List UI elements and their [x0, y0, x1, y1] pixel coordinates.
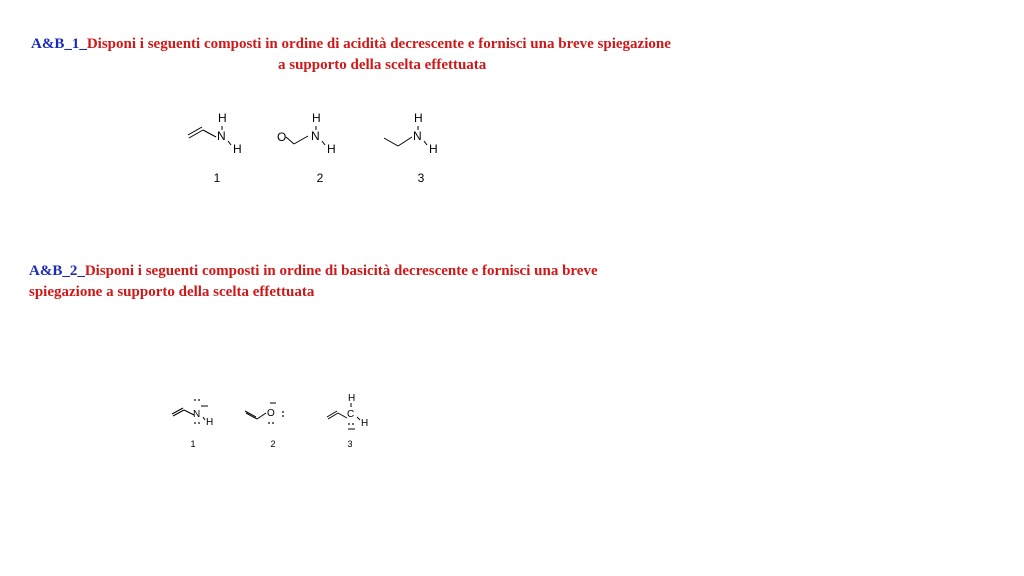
q1-compound-2-number: 2: [316, 171, 324, 185]
bond: [189, 130, 203, 138]
atom-n: N: [193, 409, 201, 420]
atom-c: C: [347, 409, 355, 420]
bond: [384, 138, 398, 146]
atom-n: N: [311, 129, 320, 143]
atom-h-top: H: [312, 111, 321, 125]
question-2-text-line2: spiegazione a supporto della scelta effettuata: [29, 284, 315, 300]
atom-h-right: H: [327, 142, 336, 156]
lone-pair-dot: [272, 422, 274, 424]
lone-pair-dot: [352, 423, 354, 425]
atom-h-right: H: [206, 417, 214, 428]
q1-molecule-2: [275, 108, 345, 158]
q1-molecule-1: [185, 108, 255, 158]
bond: [424, 141, 427, 145]
atom-h-right: H: [233, 142, 242, 156]
q2-compound-2-number: 2: [270, 439, 276, 449]
q1-compound-1-number: 1: [213, 171, 221, 185]
bond: [322, 141, 325, 145]
bond: [203, 130, 216, 137]
lone-pair-dot: [282, 415, 284, 417]
lone-pair-dot: [348, 423, 350, 425]
q2-compound-3-number: 3: [347, 439, 353, 449]
atom-n: N: [413, 129, 422, 143]
atom-h-right: H: [429, 142, 438, 156]
bond: [294, 136, 308, 144]
bond: [257, 413, 266, 419]
bond: [188, 127, 202, 135]
question-1-tag: A&B_1_: [31, 36, 87, 52]
atom-o: O: [277, 130, 287, 144]
q2-molecule-1: [170, 395, 220, 431]
bond: [398, 137, 412, 146]
question-2-text-line1: Disponi i seguenti composti in ordine di basicità decrescente e fornisci una breve: [84, 263, 598, 279]
lone-pair-dot: [268, 422, 270, 424]
q1-compound-3-number: 3: [417, 171, 425, 185]
atom-n: N: [217, 129, 226, 143]
q2-molecule-3: [325, 391, 380, 431]
question-1-text-line1: Disponi i seguenti composti in ordine di acidità decrescente e fornisci una breve spiegazione: [86, 36, 671, 52]
bond: [228, 141, 231, 145]
bond: [286, 137, 294, 144]
lone-pair-dot: [194, 399, 196, 401]
question-1-title: [31, 34, 671, 55]
question-2-tag: A&B_2_: [29, 263, 85, 279]
lone-pair-dot: [198, 422, 200, 424]
question-2-title: [29, 261, 729, 303]
q1-molecule-3: [382, 108, 452, 158]
atom-h-right: H: [361, 418, 369, 429]
q2-compound-1-number: 1: [190, 439, 196, 449]
bond: [246, 413, 257, 419]
question-1-text-line2: a supporto della scelta effettuata: [278, 57, 487, 73]
atom-h-top: H: [218, 111, 227, 125]
lone-pair-dot: [194, 422, 196, 424]
atom-h-top: H: [414, 111, 423, 125]
lone-pair-dot: [282, 411, 284, 413]
atom-o: O: [267, 408, 275, 419]
bond: [203, 417, 205, 420]
atom-h-top: H: [348, 393, 356, 404]
lone-pair-dot: [198, 399, 200, 401]
bond: [357, 417, 360, 420]
q2-molecule-2: [243, 395, 293, 431]
bond: [245, 411, 256, 417]
bond: [338, 413, 347, 418]
